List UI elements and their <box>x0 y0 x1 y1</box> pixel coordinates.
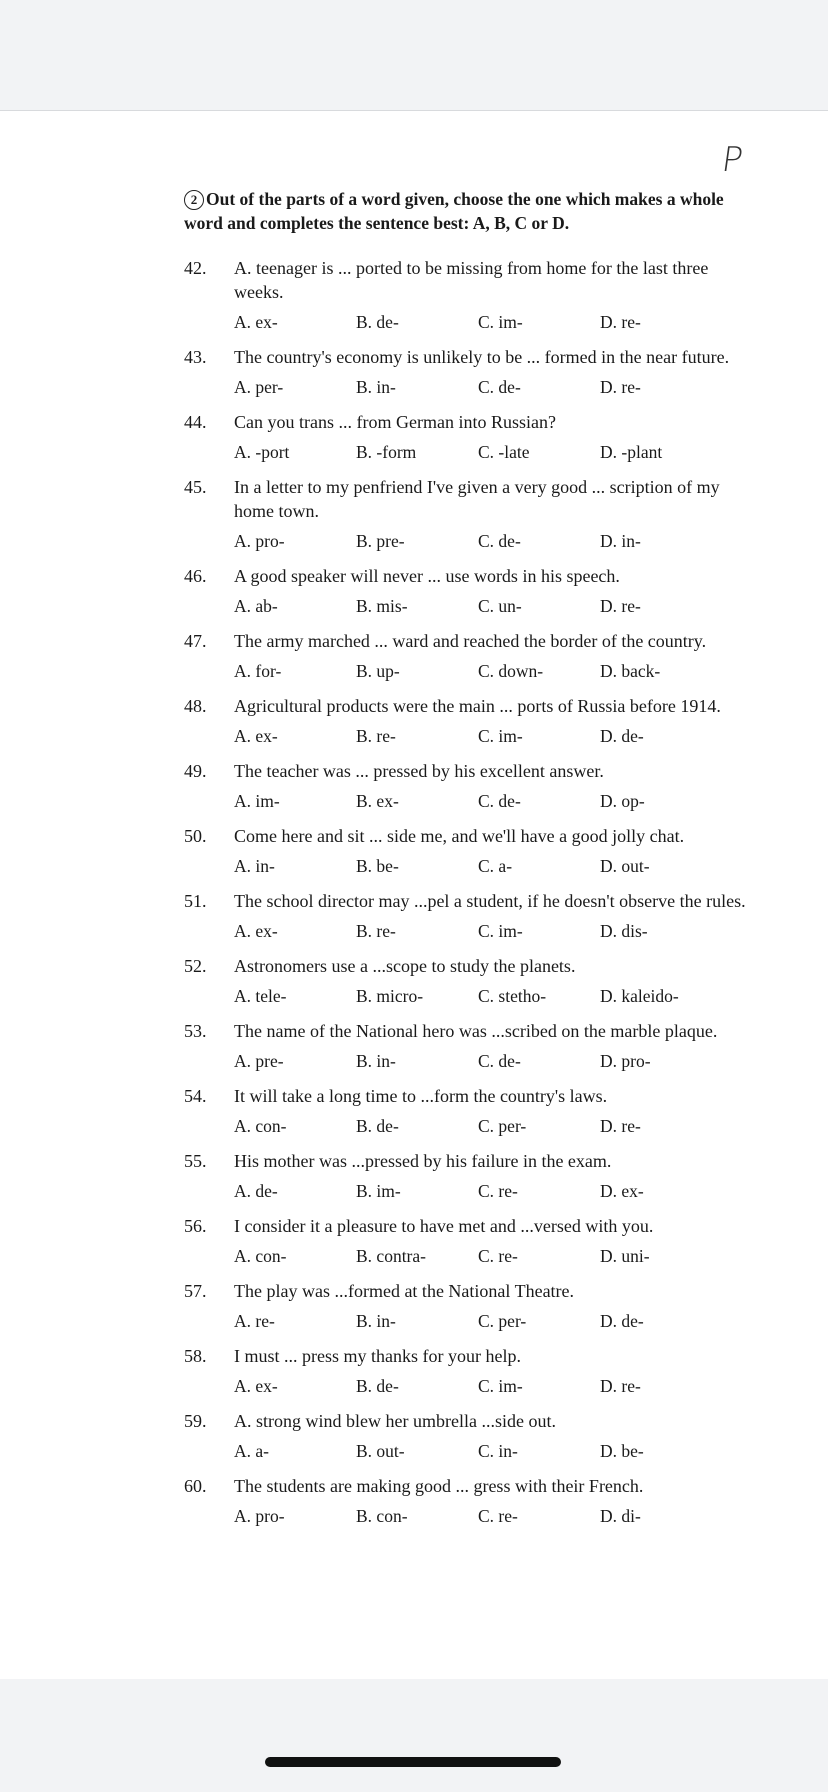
question-number: 59. <box>184 1411 207 1431</box>
question-number: 52. <box>184 956 207 976</box>
answer-option: A. ab- <box>234 596 278 616</box>
question-number: 55. <box>184 1151 207 1171</box>
home-indicator[interactable] <box>265 1757 561 1767</box>
question-text: The students are making good ... gress with their French. <box>234 1476 644 1496</box>
answer-option: C. im- <box>478 921 523 941</box>
question-item <box>184 1279 759 1333</box>
answer-option: D. in- <box>600 531 641 551</box>
question-text: I must ... press my thanks for your help. <box>234 1346 521 1366</box>
answer-option: B. contra- <box>356 1246 426 1266</box>
answer-options <box>234 1309 759 1333</box>
instructions <box>184 187 754 235</box>
answer-option: A. for- <box>234 661 282 681</box>
answer-option: B. -form <box>356 442 417 462</box>
answer-option: B. re- <box>356 921 396 941</box>
answer-option: D. back- <box>600 661 661 681</box>
answer-option: D. re- <box>600 1116 641 1136</box>
question-text: The school director may ...pel a student, if he doesn't observe the rules. <box>234 891 746 911</box>
answer-option: A. pro- <box>234 1506 285 1526</box>
question-list <box>184 256 759 1539</box>
question-item <box>184 629 759 683</box>
answer-options <box>234 724 759 748</box>
answer-options <box>234 1114 759 1138</box>
instructions-text: Out of the parts of a word given, choose the one which makes a whole word and completes the sentence best: A, B, C or D. <box>184 189 724 233</box>
question-number: 47. <box>184 631 207 651</box>
question-item <box>184 759 759 813</box>
question-item <box>184 1019 759 1073</box>
answer-option: A. tele- <box>234 986 287 1006</box>
question-number: 51. <box>184 891 207 911</box>
question-number: 49. <box>184 761 207 781</box>
question-text: The army marched ... ward and reached the border of the country. <box>234 631 707 651</box>
answer-option: B. de- <box>356 1376 399 1396</box>
answer-options <box>234 1049 759 1073</box>
answer-option: A. im- <box>234 791 280 811</box>
answer-option: C. re- <box>478 1246 518 1266</box>
question-number: 43. <box>184 347 207 367</box>
answer-option: A. per- <box>234 377 284 397</box>
answer-option: B. mis- <box>356 596 408 616</box>
question-text: Can you trans ... from German into Russian? <box>234 412 556 432</box>
circled-number: 2 <box>184 190 204 210</box>
viewer-top-bar <box>0 0 828 111</box>
question-number: 56. <box>184 1216 207 1236</box>
answer-option: B. con- <box>356 1506 408 1526</box>
question-number: 58. <box>184 1346 207 1366</box>
question-item <box>184 1474 759 1528</box>
question-text: I consider it a pleasure to have met and ...versed with you. <box>234 1216 654 1236</box>
answer-option: C. de- <box>478 1051 521 1071</box>
answer-option: C. a- <box>478 856 513 876</box>
question-text: His mother was ...pressed by his failure in the exam. <box>234 1151 612 1171</box>
question-text: The play was ...formed at the National Theatre. <box>234 1281 575 1301</box>
question-item <box>184 410 759 464</box>
answer-options <box>234 529 759 553</box>
answer-option: B. pre- <box>356 531 405 551</box>
answer-option: D. re- <box>600 377 641 397</box>
question-number: 54. <box>184 1086 207 1106</box>
answer-option: B. im- <box>356 1181 401 1201</box>
answer-option: D. uni- <box>600 1246 650 1266</box>
answer-option: C. de- <box>478 377 521 397</box>
answer-options <box>234 919 759 943</box>
answer-options <box>234 310 759 334</box>
answer-option: D. -plant <box>600 442 663 462</box>
question-text: The teacher was ... pressed by his excellent answer. <box>234 761 604 781</box>
question-item <box>184 954 759 1008</box>
answer-option: D. re- <box>600 1376 641 1396</box>
question-number: 48. <box>184 696 207 716</box>
question-text: Astronomers use a ...scope to study the planets. <box>234 956 576 976</box>
answer-option: A. ex- <box>234 921 278 941</box>
answer-option: B. re- <box>356 726 396 746</box>
answer-option: A. ex- <box>234 726 278 746</box>
answer-options <box>234 375 759 399</box>
answer-option: D. di- <box>600 1506 641 1526</box>
answer-options <box>234 1244 759 1268</box>
question-number: 53. <box>184 1021 207 1041</box>
answer-option: C. de- <box>478 791 521 811</box>
question-text: The name of the National hero was ...scribed on the marble plaque. <box>234 1021 718 1041</box>
answer-option: C. per- <box>478 1116 527 1136</box>
answer-option: B. out- <box>356 1441 405 1461</box>
question-number: 50. <box>184 826 207 846</box>
answer-option: D. ex- <box>600 1181 644 1201</box>
question-item <box>184 345 759 399</box>
answer-option: D. de- <box>600 1311 644 1331</box>
answer-option: A. de- <box>234 1181 278 1201</box>
answer-option: B. in- <box>356 1051 396 1071</box>
question-text: It will take a long time to ...form the country's laws. <box>234 1086 608 1106</box>
answer-option: C. im- <box>478 726 523 746</box>
answer-option: C. stetho- <box>478 986 547 1006</box>
question-item <box>184 824 759 878</box>
answer-option: D. pro- <box>600 1051 651 1071</box>
answer-option: A. pro- <box>234 531 285 551</box>
answer-options <box>234 594 759 618</box>
answer-option: D. be- <box>600 1441 644 1461</box>
answer-options <box>234 659 759 683</box>
question-item <box>184 1344 759 1398</box>
answer-options <box>234 440 759 464</box>
answer-option: A. in- <box>234 856 275 876</box>
answer-options <box>234 854 759 878</box>
answer-options <box>234 789 759 813</box>
question-item <box>184 256 759 334</box>
question-item <box>184 564 759 618</box>
question-item <box>184 694 759 748</box>
answer-option: B. de- <box>356 312 399 332</box>
answer-option: C. -late <box>478 442 530 462</box>
answer-option: B. up- <box>356 661 400 681</box>
question-number: 57. <box>184 1281 207 1301</box>
answer-option: C. in- <box>478 1441 518 1461</box>
question-item <box>184 1084 759 1138</box>
answer-option: C. im- <box>478 312 523 332</box>
answer-option: C. per- <box>478 1311 527 1331</box>
answer-option: A. re- <box>234 1311 275 1331</box>
answer-option: C. de- <box>478 531 521 551</box>
answer-option: B. ex- <box>356 791 399 811</box>
answer-option: C. un- <box>478 596 522 616</box>
answer-option: B. in- <box>356 377 396 397</box>
question-item <box>184 1409 759 1463</box>
answer-option: B. in- <box>356 1311 396 1331</box>
question-text: Agricultural products were the main ... ports of Russia before 1914. <box>234 696 721 716</box>
answer-option: D. re- <box>600 312 641 332</box>
answer-option: C. down- <box>478 661 544 681</box>
question-text: A good speaker will never ... use words in his speech. <box>234 566 620 586</box>
answer-option: B. micro- <box>356 986 424 1006</box>
answer-option: D. re- <box>600 596 641 616</box>
question-text: A. strong wind blew her umbrella ...side out. <box>234 1411 556 1431</box>
answer-option: A. con- <box>234 1116 287 1136</box>
answer-options <box>234 984 759 1008</box>
question-text: In a letter to my penfriend I've given a very good ... scription of my home town. <box>234 477 720 521</box>
question-item <box>184 475 759 553</box>
answer-option: D. de- <box>600 726 644 746</box>
answer-options <box>234 1504 759 1528</box>
question-text: Come here and sit ... side me, and we'll have a good jolly chat. <box>234 826 685 846</box>
question-item <box>184 1214 759 1268</box>
answer-options <box>234 1179 759 1203</box>
question-item <box>184 1149 759 1203</box>
question-number: 60. <box>184 1476 207 1496</box>
answer-option: A. -port <box>234 442 290 462</box>
question-number: 45. <box>184 477 207 497</box>
answer-option: D. dis- <box>600 921 648 941</box>
question-text: The country's economy is unlikely to be ... formed in the near future. <box>234 347 730 367</box>
answer-option: D. out- <box>600 856 650 876</box>
answer-options <box>234 1439 759 1463</box>
answer-options <box>234 1374 759 1398</box>
answer-option: A. a- <box>234 1441 269 1461</box>
answer-option: A. pre- <box>234 1051 284 1071</box>
handwritten-mark: P <box>719 140 746 180</box>
question-text: A. teenager is ... ported to be missing from home for the last three weeks. <box>234 258 709 302</box>
answer-option: A. ex- <box>234 312 278 332</box>
answer-option: D. kaleido- <box>600 986 679 1006</box>
viewer-bottom-area <box>0 1680 828 1792</box>
answer-option: A. con- <box>234 1246 287 1266</box>
answer-option: D. op- <box>600 791 645 811</box>
answer-option: A. ex- <box>234 1376 278 1396</box>
question-number: 42. <box>184 258 207 278</box>
question-item <box>184 889 759 943</box>
answer-option: B. de- <box>356 1116 399 1136</box>
question-number: 46. <box>184 566 207 586</box>
answer-option: C. im- <box>478 1376 523 1396</box>
answer-option: B. be- <box>356 856 399 876</box>
question-number: 44. <box>184 412 207 432</box>
answer-option: C. re- <box>478 1181 518 1201</box>
answer-option: C. re- <box>478 1506 518 1526</box>
